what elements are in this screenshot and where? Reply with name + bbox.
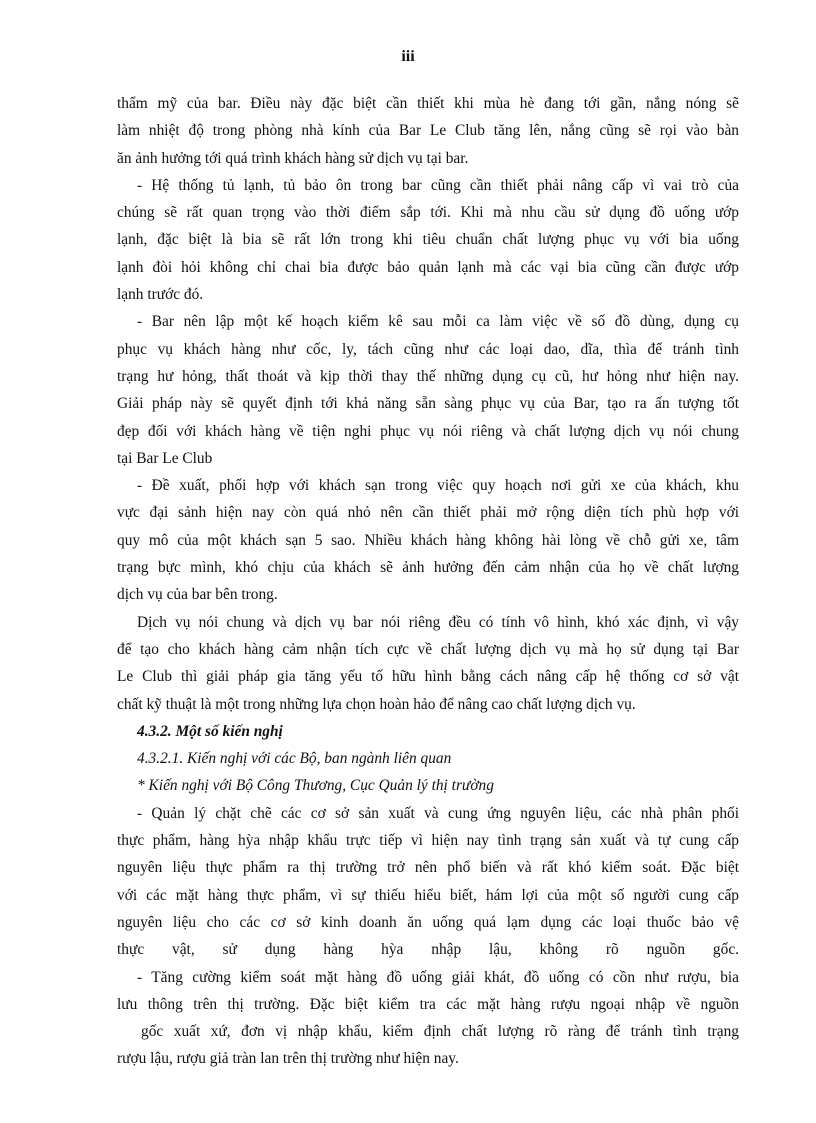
text-line: lạnh đòi hỏi không chỉ chai bia được bảo quản lạnh mà các vại bia cũng cần được ướp	[117, 258, 739, 276]
text-line: tại Bar Le Club	[117, 449, 213, 467]
text-line: phục vụ khách hàng như cốc, ly, tách cũng như các loại dao, dĩa, thìa để tránh tình	[117, 340, 739, 358]
paragraph-conclusion	[117, 609, 739, 718]
paragraph-refrigeration	[117, 172, 739, 308]
text-line: Dịch vụ nói chung và dịch vụ bar nói riêng đều có tính vô hình, khó xác định, vì vậy	[137, 613, 739, 631]
text-line: lạnh trước đó.	[117, 286, 204, 304]
section-heading: 4.3.2. Một số kiến nghị	[137, 722, 283, 740]
text-line: để tạo cho khách hàng cảm nhận tích cực về chất lượng dịch vụ mà họ sử dụng tại Bar	[117, 640, 739, 658]
text-line: - Bar nên lập một kế hoạch kiểm kê sau mỗi ca làm việc về số đồ dùng, dụng cụ	[137, 313, 739, 331]
text-line: Le Club thì giải pháp gia tăng yếu tố hữu hình bằng cách nâng cấp hệ thống cơ sở vật	[117, 668, 739, 686]
text-line: ăn ảnh hưởng tới quá trình khách hàng sử dịch vụ tại bar.	[117, 149, 469, 167]
paragraph-supply-management	[117, 800, 739, 964]
text-line: vực đại sảnh hiện nay còn quá nhỏ nên cần thiết phải mở rộng diện tích phù hợp với	[117, 504, 739, 522]
text-line: dịch vụ của bar bên trong.	[117, 586, 278, 604]
text-line: trạng bực mình, khó chịu của khách sẽ ảnh hưởng đến cảm nhận của họ về chất lượng	[117, 559, 739, 577]
text-line: gốc xuất xứ, đơn vị nhập khẩu, kiểm định chất lượng rõ ràng để tránh tình trạng	[141, 1023, 739, 1041]
text-line: - Đề xuất, phối hợp với khách sạn trong việc quy hoạch nơi gửi xe của khách, khu	[137, 477, 739, 495]
text-line: chất kỹ thuật là một trong những lựa chọn hoàn hảo để nâng cao chất lượng dịch vụ.	[117, 695, 636, 713]
text-line: lưu thông trên thị trường. Đặc biệt kiểm tra các mặt hàng rượu ngoại nhập về nguồn	[117, 995, 739, 1013]
text-line: rượu lậu, rượu giả tràn lan trên thị trường như hiện nay.	[117, 1050, 459, 1068]
text-line: trạng hư hỏng, thất thoát và kịp thời thay thế những dụng cụ cũ, hư hỏng như hiện nay.	[117, 367, 739, 385]
text-line: - Tăng cường kiểm soát mặt hàng đồ uống giải khát, đồ uống có cồn như rượu, bia	[137, 968, 739, 986]
text-line: lạnh, đặc biệt là bia sẽ rất lớn trong khi tiêu chuẩn chất lượng phục vụ với bia uống	[117, 231, 739, 249]
text-line: với các mặt hàng thực phẩm, vì sự thiếu hiểu biết, hám lợi của một số người cung cấp	[117, 886, 739, 904]
text-line: thẩm mỹ của bar. Điều này đặc biệt cần thiết khi mùa hè đang tới gần, nắng nóng sẽ	[117, 95, 739, 112]
text-line: chúng sẽ rất quan trọng vào thời điểm sắp tới. Khi mà nhu cầu sử dụng đồ uống ướp	[117, 204, 739, 222]
text-line: làm nhiệt độ trong phòng nhà kính của Bar Le Club tăng lên, nắng cũng sẽ rọi vào bàn	[117, 122, 739, 140]
paragraph-beverage-control	[117, 964, 739, 1073]
paragraph-parking	[117, 472, 739, 608]
paragraph-inventory	[117, 308, 739, 472]
paragraph-aesthetics	[117, 90, 739, 172]
text-line: nguyên liệu cho các cơ sở kinh doanh ăn uống quá lạm dụng các loại thuốc bảo vệ	[117, 913, 739, 931]
text-line: quy mô của một khách sạn 5 sao. Nhiều khách hàng không hài lòng về chỗ gửi xe, tâm	[117, 531, 739, 549]
text-line: nguyên liệu thực phẩm ra thị trường trở nên phổ biến và rất khó kiểm soát. Đặc biệt	[117, 859, 739, 877]
text-line: Giải pháp này sẽ quyết định tới khả năng sẵn sàng phục vụ của Bar, tạo ra ấn tượng tốt	[117, 395, 739, 413]
text-line: thực phẩm, hàng hỳa nhập khẩu trực tiếp vì hiện nay tình trạng sản xuất và tự cung cấp	[117, 832, 739, 850]
recommendation-heading: * Kiến nghị với Bộ Công Thương, Cục Quản lý thị trường	[137, 777, 494, 795]
subsection-heading: 4.3.2.1. Kiến nghị với các Bộ, ban ngành liên quan	[137, 750, 452, 768]
page-number: iii	[401, 48, 415, 65]
document-body	[117, 90, 739, 1073]
text-line: đẹp đối với khách hàng về tiện nghi phục vụ nói riêng và chất lượng dịch vụ nói chung	[117, 422, 739, 440]
text-line: thực vật, sử dụng hàng hỳa nhập lậu, không rõ nguồn gốc.	[117, 941, 739, 959]
text-line: - Quản lý chặt chẽ các cơ sở sản xuất và cung ứng nguyên liệu, các nhà phân phối	[137, 804, 739, 822]
text-line: - Hệ thống tủ lạnh, tủ bảo ôn trong bar cũng cần thiết phải nâng cấp vì vai trò của	[137, 176, 739, 194]
